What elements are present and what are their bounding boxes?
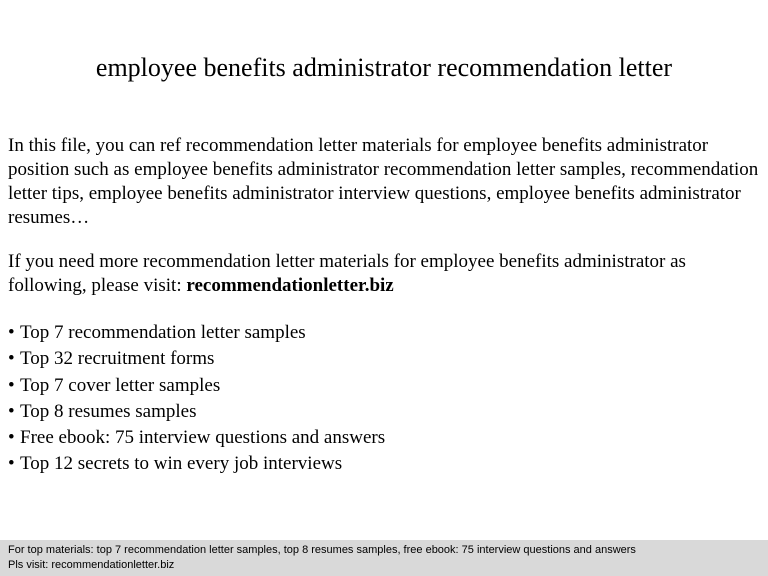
list-item-label: Top 32 recruitment forms [20,348,215,369]
intro-paragraph: In this file, you can ref recommendation letter materials for employee benefits administrator position such as employee benefits administrator recommendation letter samples, recommendation letter tips, employee benefits administrator interview questions, employee benefits administrator resumes… [8,135,759,228]
list-item [8,320,760,346]
list-item [8,346,760,373]
visit-paragraph [8,250,760,298]
bullet-icon: • [8,375,15,396]
visit-paragraph-text: If you need more recommendation letter materials for employee benefits administrator as following, please visit: [8,251,686,296]
bullet-icon: • [8,401,15,422]
materials-list [8,320,760,477]
footer-line-visit[interactable]: Pls visit: recommendationletter.biz [8,559,175,571]
footer-line-materials: For top materials: top 7 recommendation letter samples, top 8 resumes samples, free ebook: 75 interview questions and answers [8,544,636,556]
bullet-icon: • [8,453,15,474]
visit-link[interactable]: recommendationletter.biz [186,275,394,296]
list-item [8,373,760,399]
bullet-icon: • [8,348,15,369]
list-item-label: Top 7 recommendation letter samples [20,322,306,343]
list-item [8,451,760,477]
list-item-label: Top 7 cover letter samples [20,375,221,396]
list-item [8,399,760,425]
page-title: employee benefits administrator recommendation letter [95,53,673,82]
list-item [8,425,760,451]
bullet-icon: • [8,427,15,448]
list-item-label: Free ebook: 75 interview questions and answers [20,427,386,448]
list-item-label: Top 8 resumes samples [20,401,197,422]
list-item-label: Top 12 secrets to win every job interviews [20,453,343,474]
bullet-icon: • [8,322,15,343]
footer-bar [0,540,768,576]
